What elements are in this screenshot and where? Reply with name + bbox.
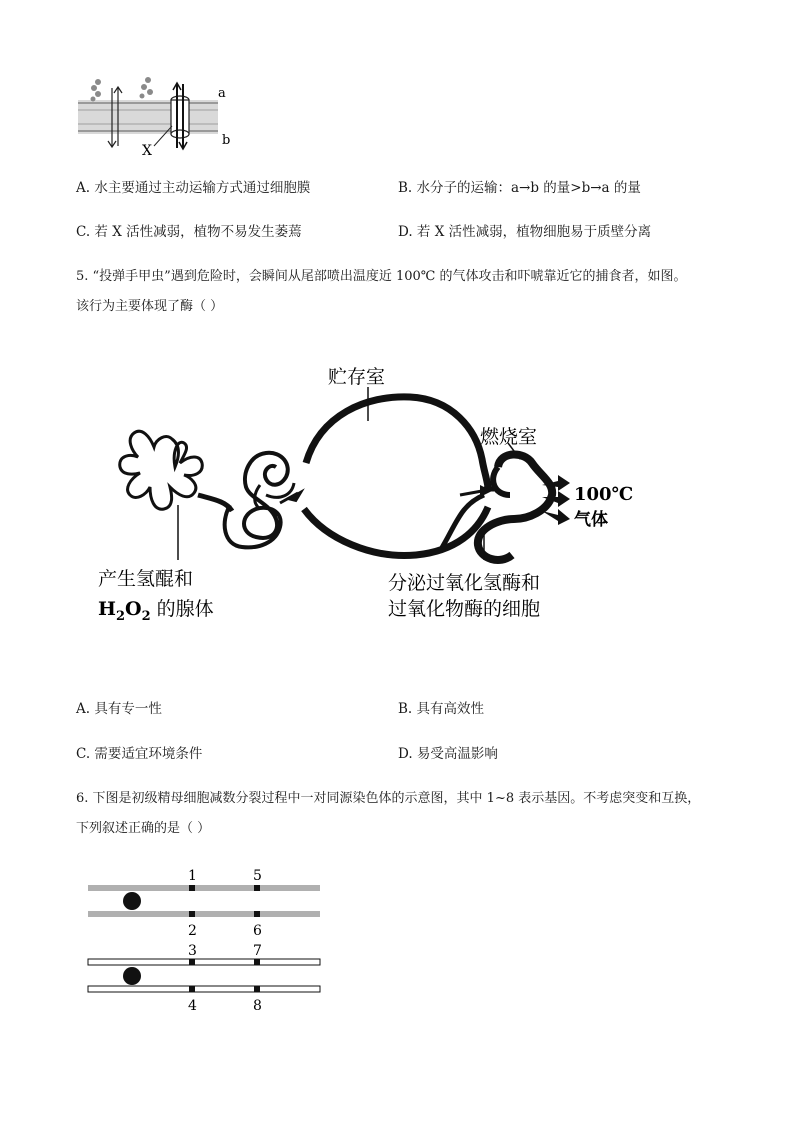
gland-caption-line1: 产生氢醌和 (98, 568, 194, 590)
q5-stem-line1: 5. “投弹手甲虫”遇到危险时，会瞬间从尾部喷出温度近 100℃ 的气体攻击和吓唬靠近它的捕食者，如图。 (76, 269, 687, 284)
gas-label: 气体 (574, 510, 608, 530)
gene-label-1: 1 (188, 868, 197, 884)
beetle-gland-figure (80, 355, 680, 630)
gene-label-7: 7 (253, 943, 262, 959)
combustion-label: 燃烧室 (480, 426, 538, 448)
q5-stem-line2: 该行为主要体现了酶（ ） (76, 299, 224, 314)
gene-label-4: 4 (188, 998, 197, 1014)
q4-option-a: A. 水主要通过主动运输方式通过细胞膜 (76, 180, 311, 196)
storage-chamber (304, 397, 488, 556)
gene-label-6: 6 (253, 923, 262, 939)
temperature-label: 100℃ (574, 484, 634, 505)
molecule-icon (91, 79, 102, 102)
gland-caption-line2 (98, 598, 214, 624)
q5-option-c: C. 需要适宜环境条件 (76, 746, 203, 762)
q4-option-b: B. 水分子的运输：a→b 的量>b→a 的量 (398, 180, 641, 196)
label-a: a (218, 86, 226, 101)
gene-label-3: 3 (188, 943, 197, 959)
chromatid-white (88, 959, 320, 965)
membrane-band (78, 100, 218, 134)
chromatid-gray (88, 911, 320, 917)
cell-caption-line1: 分泌过氧化氢酶和 (388, 572, 541, 594)
channel-protein-x (171, 83, 189, 149)
storage-label: 贮存室 (328, 366, 386, 388)
combustion-chamber (478, 454, 552, 560)
centromere (123, 967, 141, 985)
q4-option-d: D. 若 X 活性减弱，植物细胞易于质壁分离 (398, 224, 652, 240)
gland-caption-suffix: 的腺体 (150, 598, 214, 620)
gene-label-5: 5 (253, 868, 262, 884)
gene-label-2: 2 (188, 923, 197, 939)
chromatid-white (88, 986, 320, 992)
formula-o: O (125, 598, 142, 620)
gene-loci (189, 885, 260, 992)
label-x: X (142, 143, 152, 159)
centromere (123, 892, 141, 910)
q6-stem-line1: 6. 下图是初级精母细胞减数分裂过程中一对同源染色体的示意图，其中 1~8 表示基因。不考虑突变和互换， (76, 791, 701, 806)
combustion-chamber (493, 467, 510, 495)
gland-shape (120, 431, 203, 509)
label-b: b (222, 133, 231, 148)
q5-option-b: B. 具有高效性 (398, 701, 485, 717)
formula-h: H (98, 598, 116, 620)
cell-caption-line2: 过氧化物酶的细胞 (388, 598, 541, 620)
q5-option-a: A. 具有专一性 (76, 701, 162, 717)
arrow-into-combustion (460, 491, 482, 495)
q4-option-c: C. 若 X 活性减弱，植物不易发生萎蔫 (76, 224, 302, 240)
chromosome-figure (80, 860, 330, 1015)
gene-label-8: 8 (253, 998, 262, 1014)
molecule-icon (140, 77, 154, 99)
formula-sub: 2 (141, 609, 151, 624)
coiled-tube (255, 483, 294, 509)
q6-stem-line2: 下列叙述正确的是（ ） (76, 821, 211, 836)
membrane-figure (60, 70, 320, 165)
formula-sub: 2 (115, 609, 125, 624)
q5-option-d: D. 易受高温影响 (398, 746, 498, 762)
chromatid-gray (88, 885, 320, 891)
